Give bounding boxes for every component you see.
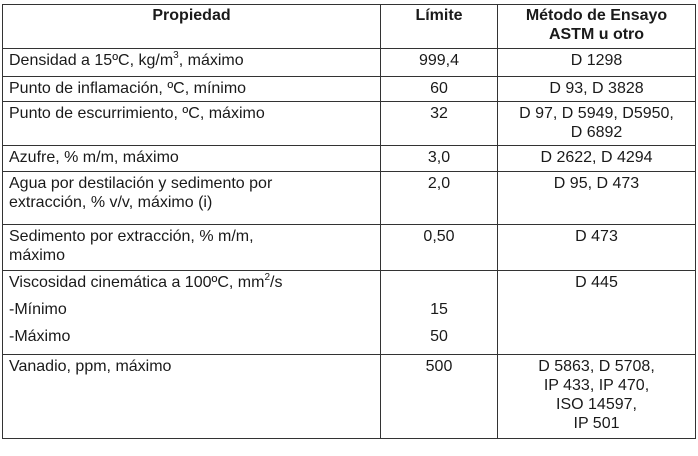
method-line: D 97, D 5949, D5950, (519, 105, 674, 122)
property-text: Densidad a 15ºC, kg/m (9, 52, 174, 69)
property-line (9, 273, 380, 300)
specification-table (2, 4, 696, 439)
method-line: D 95, D 473 (553, 175, 640, 192)
method-line: D 2622, D 4294 (540, 149, 653, 166)
property-cell: Vanadio, ppm, máximo (3, 355, 381, 439)
limit-cell: 60 (381, 77, 498, 102)
limit-cell: 999,4 (381, 49, 498, 77)
limit-maximum: 50 (430, 328, 448, 345)
property-subline-maximum: -Máximo (9, 328, 71, 345)
method-cell (498, 172, 696, 225)
table-row (3, 225, 696, 271)
limit-cell: 500 (381, 355, 498, 439)
property-line: Sedimento por extracción, % m/m, (9, 228, 254, 245)
property-superscript: 3 (173, 49, 179, 61)
method-line: D 1298 (570, 52, 623, 69)
property-subline-minimum: -Mínimo (9, 301, 67, 318)
property-cell: Punto de inflamación, ºC, mínimo (3, 77, 381, 102)
table-row (3, 77, 696, 102)
limit-minimum: 15 (430, 301, 448, 318)
limit-cell (381, 271, 498, 355)
property-text-suffix: /s (270, 274, 283, 291)
method-line: D 5863, D 5708, (538, 358, 655, 375)
table-row (3, 271, 696, 355)
limit-line (381, 273, 497, 300)
property-text: Viscosidad cinemática a 100ºC, mm (9, 274, 265, 291)
header-limit: Límite (381, 5, 498, 49)
method-cell (498, 102, 696, 146)
header-method-line1: Método de Ensayo (525, 7, 668, 24)
table-row (3, 49, 696, 77)
property-cell: Azufre, % m/m, máximo (3, 146, 381, 172)
header-property: Propiedad (3, 5, 381, 49)
table-row (3, 146, 696, 172)
table-row (3, 102, 696, 146)
method-line: D 473 (575, 228, 618, 245)
method-line: D 445 (575, 274, 618, 291)
property-cell (3, 49, 381, 77)
property-cell (3, 172, 381, 225)
method-line: ISO 14597, (556, 396, 637, 413)
method-cell (498, 77, 696, 102)
limit-cell: 2,0 (381, 172, 498, 225)
property-line: Agua por destilación y sedimento por (9, 175, 273, 192)
property-line: extracción, % v/v, máximo (i) (9, 194, 213, 211)
method-cell (498, 225, 696, 271)
method-cell (498, 355, 696, 439)
limit-cell: 3,0 (381, 146, 498, 172)
table-row (3, 355, 696, 439)
method-line: D 6892 (570, 124, 623, 141)
method-line: IP 433, IP 470, (543, 377, 650, 394)
property-line: máximo (9, 247, 66, 264)
method-cell (498, 146, 696, 172)
property-superscript: 2 (264, 271, 270, 283)
method-cell (498, 271, 696, 355)
method-cell (498, 49, 696, 77)
header-method (498, 5, 696, 49)
method-line: IP 501 (573, 415, 620, 432)
property-cell: Punto de escurrimiento, ºC, máximo (3, 102, 381, 146)
property-cell (3, 271, 381, 355)
property-cell (3, 225, 381, 271)
property-text-suffix: , máximo (178, 52, 244, 69)
limit-cell: 32 (381, 102, 498, 146)
method-line: D 93, D 3828 (549, 80, 644, 97)
table-row (3, 172, 696, 225)
limit-cell: 0,50 (381, 225, 498, 271)
header-row (3, 5, 696, 49)
header-method-line2: ASTM u otro (548, 26, 645, 43)
